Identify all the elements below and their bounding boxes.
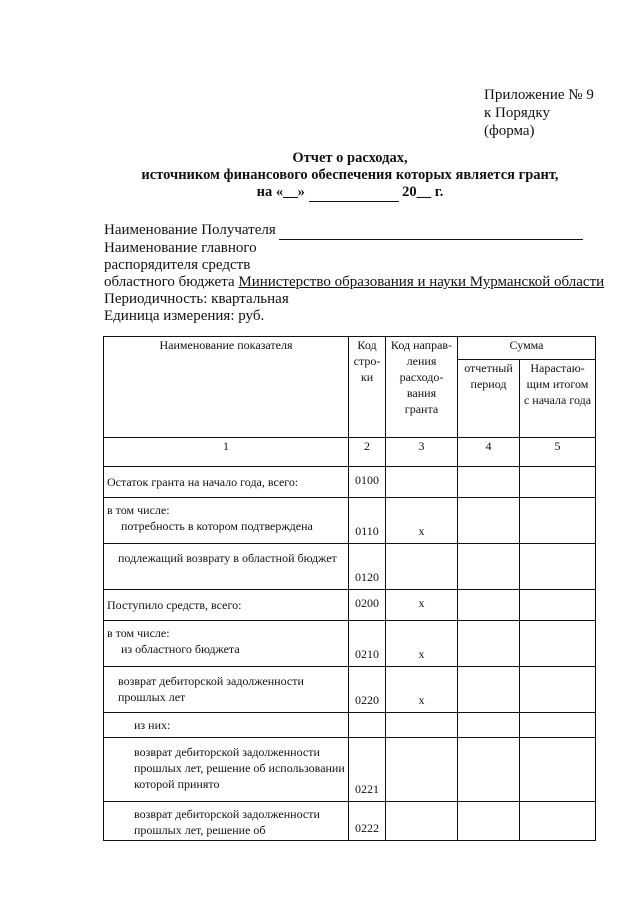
- table-row: [104, 467, 596, 498]
- row-direction: [386, 467, 458, 498]
- col-number: 1: [104, 438, 349, 467]
- row-code: [349, 713, 386, 738]
- recipient-label: Наименование Получателя: [104, 222, 276, 238]
- row-reporting-cell: [458, 590, 520, 621]
- title-line-1: Отчет о расходах,: [292, 150, 408, 166]
- row-cumulative-cell: [520, 498, 596, 544]
- row-direction: x: [386, 667, 458, 713]
- row-direction: [386, 544, 458, 590]
- table-row: [104, 802, 596, 841]
- column-number-row: [104, 438, 596, 467]
- row-cumulative-cell: [520, 621, 596, 667]
- date-prefix: на «__»: [256, 184, 309, 200]
- recipient-blank: [279, 222, 583, 240]
- row-code: 0100: [349, 467, 386, 498]
- row-reporting-cell: [458, 738, 520, 802]
- row-direction: x: [386, 498, 458, 544]
- title-line-3: [100, 184, 600, 202]
- row-prefix: в том числе:: [107, 503, 170, 517]
- row-code: 0220: [349, 667, 386, 713]
- row-cumulative-cell: [520, 713, 596, 738]
- header-direction: Код направ-ления расходо-вания гранта: [386, 337, 458, 438]
- row-code: 0120: [349, 544, 386, 590]
- row-reporting-cell: [458, 467, 520, 498]
- header-code: Код стро-ки: [349, 337, 386, 438]
- appendix-number: Приложение № 9: [484, 87, 594, 103]
- row-cumulative-cell: [520, 667, 596, 713]
- row-name-cell: [104, 621, 349, 667]
- row-name: подлежащий возврату в областной бюджет: [104, 544, 349, 590]
- row-code: 0110: [349, 498, 386, 544]
- row-direction: [386, 713, 458, 738]
- row-cumulative-cell: [520, 738, 596, 802]
- report-title: [100, 150, 600, 202]
- header-reporting: отчетный период: [458, 360, 520, 438]
- report-table: [103, 336, 596, 841]
- table-row: [104, 667, 596, 713]
- manager-row: [104, 274, 604, 291]
- row-cumulative-cell: [520, 544, 596, 590]
- row-cumulative-cell: [520, 590, 596, 621]
- row-code: 0221: [349, 738, 386, 802]
- col-number: 5: [520, 438, 596, 467]
- row-code: 0222: [349, 802, 386, 841]
- header-sum: Сумма: [458, 337, 596, 360]
- row-name: из них:: [104, 713, 349, 738]
- date-suffix: 20__ г.: [398, 184, 444, 200]
- manager-value: Министерство образования и науки Мурманской области: [238, 274, 605, 290]
- appendix-form: (форма): [484, 123, 535, 139]
- row-reporting-cell: [458, 667, 520, 713]
- row-cumulative-cell: [520, 467, 596, 498]
- row-name: из областного бюджета: [121, 642, 240, 656]
- report-info: [104, 222, 604, 325]
- col-number: 3: [386, 438, 458, 467]
- periodicity: Периодичность: квартальная: [104, 291, 289, 307]
- row-name: потребность в котором подтверждена: [121, 519, 313, 533]
- row-name: возврат дебиторской задолженности прошлых лет: [104, 667, 349, 713]
- table-row: [104, 621, 596, 667]
- table-row: [104, 590, 596, 621]
- table-row: [104, 544, 596, 590]
- appendix-order: к Порядку: [484, 105, 550, 121]
- col-number: 4: [458, 438, 520, 467]
- row-reporting-cell: [458, 498, 520, 544]
- row-direction: [386, 802, 458, 841]
- row-code: 0200: [349, 590, 386, 621]
- unit-of-measure: Единица измерения: руб.: [104, 308, 265, 324]
- row-name: возврат дебиторской задолженности прошлых лет, решение об использовании которой принято: [104, 738, 349, 802]
- table-row: [104, 713, 596, 738]
- manager-line-1: Наименование главного: [104, 240, 257, 256]
- header-name: Наименование показателя: [104, 337, 349, 438]
- manager-line-2: распорядителя средств: [104, 257, 251, 273]
- row-prefix: в том числе:: [107, 626, 170, 640]
- recipient-row: [104, 222, 604, 240]
- row-name-cell: [104, 498, 349, 544]
- month-blank: [309, 184, 399, 202]
- row-direction: x: [386, 621, 458, 667]
- row-reporting-cell: [458, 621, 520, 667]
- row-reporting-cell: [458, 713, 520, 738]
- table-row: [104, 738, 596, 802]
- header-cumulative: Нарастаю-щим итогом с начала года: [520, 360, 596, 438]
- row-name: Поступило средств, всего:: [104, 590, 349, 621]
- table-row: [104, 498, 596, 544]
- row-direction: [386, 738, 458, 802]
- col-number: 2: [349, 438, 386, 467]
- appendix-block: [484, 86, 594, 140]
- row-code: 0210: [349, 621, 386, 667]
- row-reporting-cell: [458, 544, 520, 590]
- row-name: возврат дебиторской задолженности прошлых лет, решение об: [104, 802, 349, 841]
- row-direction: x: [386, 590, 458, 621]
- manager-label: областного бюджета: [104, 274, 235, 290]
- title-line-2: источником финансового обеспечения которых является грант,: [141, 167, 559, 183]
- row-cumulative-cell: [520, 802, 596, 841]
- row-reporting-cell: [458, 802, 520, 841]
- row-name: Остаток гранта на начало года, всего:: [104, 467, 349, 498]
